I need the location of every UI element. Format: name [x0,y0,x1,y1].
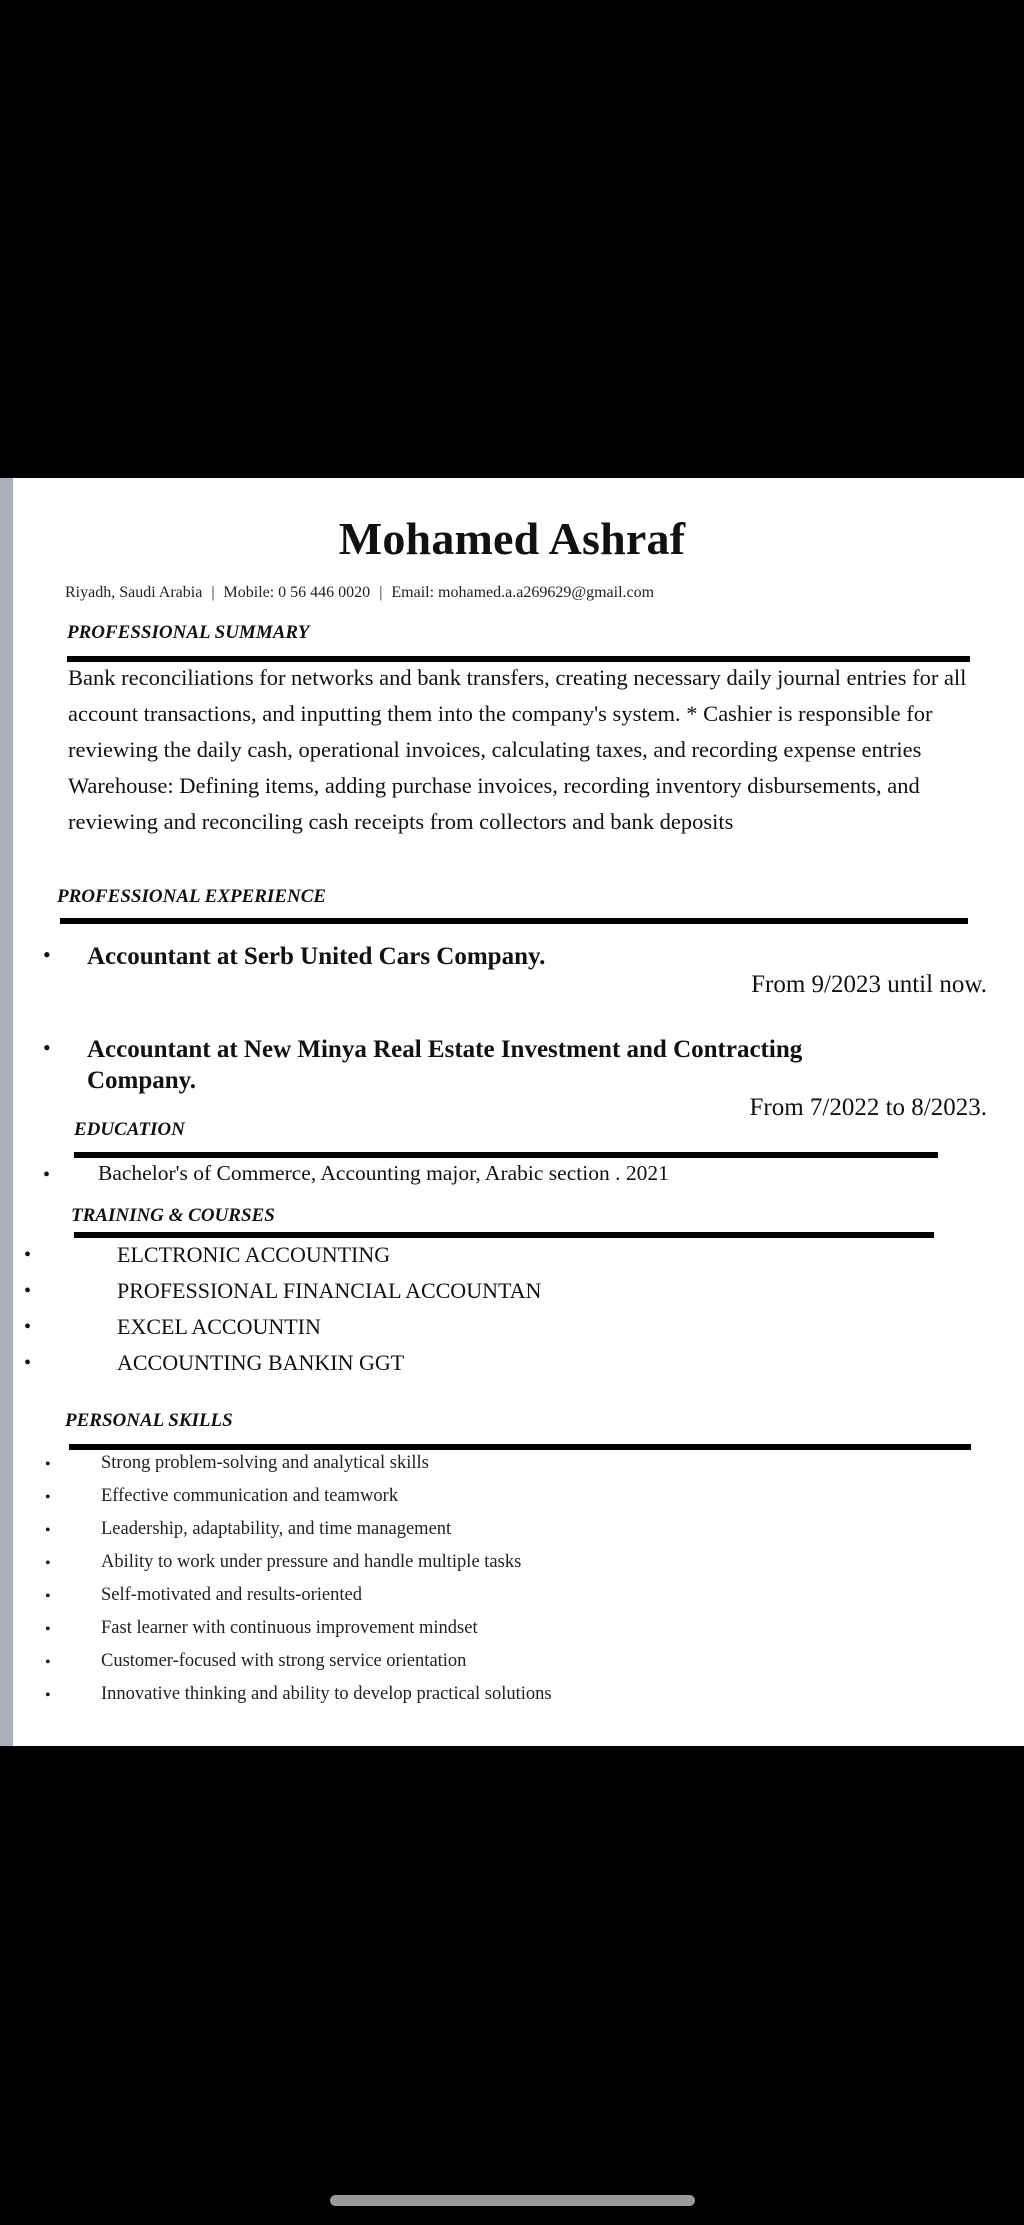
bullet-icon: • [24,1316,32,1338]
bullet-icon: • [45,1555,51,1572]
skill-item: Strong problem-solving and analytical skills [101,1453,429,1473]
section-divider [74,1152,938,1158]
contact-location: Riyadh, Saudi Arabia [65,584,203,601]
bullet-icon: • [45,1489,51,1506]
bullet-icon: • [45,1687,51,1704]
contact-mobile: Mobile: 0 56 446 0020 [223,584,371,601]
candidate-name: Mohamed Ashraf [338,513,686,564]
job-dates: From 9/2023 until now. [751,971,987,998]
job-title: Accountant at Serb United Cars Company. [87,943,546,970]
bullet-icon: • [24,1352,32,1374]
bullet-icon: • [24,1280,32,1302]
bullet-icon: • [45,1588,51,1605]
section-title-training: TRAINING & COURSES [71,1205,275,1226]
course-item: PROFESSIONAL FINANCIAL ACCOUNTAN [117,1278,542,1303]
section-divider [60,918,968,924]
page-edge-strip [0,478,13,1746]
skill-item: Innovative thinking and ability to develop practical solutions [101,1684,552,1704]
section-divider [69,1444,971,1450]
skill-item: Fast learner with continuous improvement mindset [101,1618,478,1638]
job-dates: From 7/2022 to 8/2023. [749,1094,987,1121]
job-title: Accountant at New Minya Real Estate Investment and Contracting Company. [87,1036,803,1094]
section-title-summary: PROFESSIONAL SUMMARY [67,622,310,643]
bullet-icon: • [45,1654,51,1671]
education-item: Bachelor's of Commerce, Accounting major, Arabic section . 2021 [98,1161,669,1185]
bullet-icon: • [43,1164,51,1186]
course-item: ELCTRONIC ACCOUNTING [117,1242,391,1267]
bullet-icon: • [45,1522,51,1539]
section-title-education: EDUCATION [74,1119,185,1140]
skill-item: Self-motivated and results-oriented [101,1585,362,1605]
contact-email: Email: mohamed.a.a269629@gmail.com [391,584,655,601]
resume-page [0,478,1024,1746]
bullet-icon: • [45,1621,51,1638]
contact-separator: | [379,584,383,601]
skill-item: Ability to work under pressure and handle multiple tasks [101,1552,522,1572]
bullet-icon: • [43,942,51,967]
contact-separator: | [211,584,215,601]
bullet-icon: • [45,1456,51,1473]
bullet-icon: • [24,1244,32,1266]
skill-item: Customer-focused with strong service orientation [101,1651,467,1671]
course-item: EXCEL ACCOUNTIN [117,1314,321,1339]
section-divider [74,1232,934,1238]
section-title-skills: PERSONAL SKILLS [65,1410,233,1431]
summary-text: Bank reconciliations for networks and bank transfers, creating necessary daily journal entries for all account transactions, and inputting them into the company's system. * Cashier is responsible for reviewing the daily cash, operational invoices, calculating taxes, and recording expense entries Warehouse: Defining items, adding purchase invoices, recording inventory disbursements, and reviewing and reconciling cash receipts from collectors and bank deposits [68,665,967,834]
contact-line [65,584,654,602]
home-indicator[interactable] [330,2195,695,2206]
skill-item: Leadership, adaptability, and time management [101,1519,452,1539]
section-title-experience: PROFESSIONAL EXPERIENCE [57,886,327,907]
bullet-icon: • [43,1035,51,1060]
skill-item: Effective communication and teamwork [101,1486,399,1506]
course-item: ACCOUNTING BANKIN GGT [117,1350,405,1375]
